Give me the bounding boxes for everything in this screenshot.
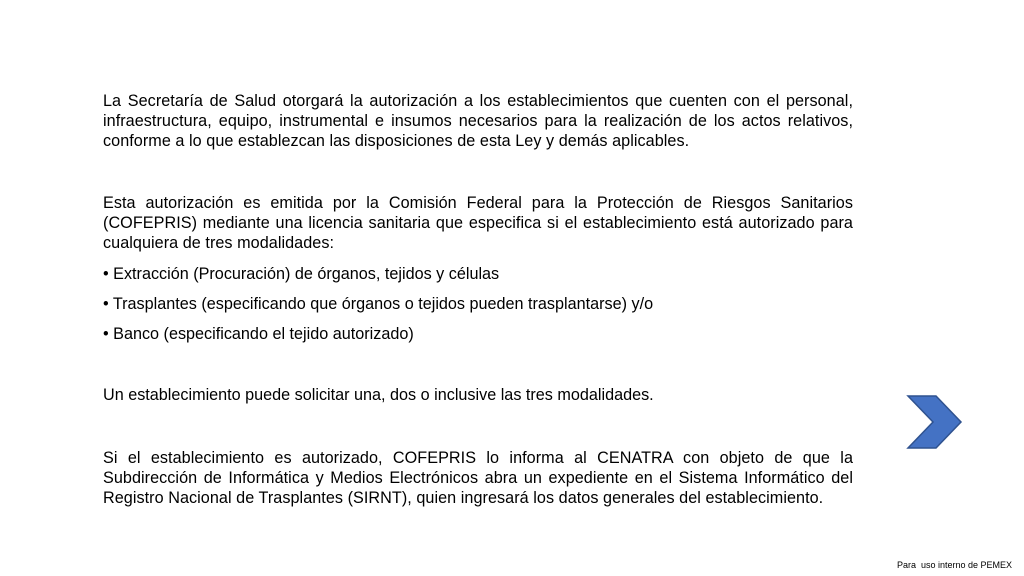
bullet-bank: • Banco (especificando el tejido autorizado) [103, 325, 414, 343]
bullet-transplants: • Trasplantes (especificando que órganos o tejidos pueden trasplantarse) y/o [103, 295, 654, 313]
paragraph-cenatra: Si el establecimiento es autorizado, COFEPRIS lo informa al CENATRA con objeto de que la Subdirección de Informática y Medios Electrónicos abra un expediente en el Sistema Informático del Registro Nacional de Trasplantes (SIRNT), quien ingresará los datos generales del establecimiento. [103, 449, 853, 507]
chevron-right-shape [908, 396, 961, 448]
paragraph-modalities: Un establecimiento puede solicitar una, dos o inclusive las tres modalidades. [103, 386, 654, 404]
bullet-extraction: • Extracción (Procuración) de órganos, tejidos y células [103, 265, 500, 283]
paragraph-authorization: La Secretaría de Salud otorgará la autorización a los establecimientos que cuenten con el personal, infraestructura, equipo, instrumental e insumos necesarios para la realización de los actos relativos, conforme a lo que establezcan las disposiciones de esta Ley y demás aplicables. [103, 92, 853, 150]
next-slide-button[interactable] [905, 395, 963, 449]
footer-internal-use: Para uso interno de PEMEX [896, 560, 1012, 570]
paragraph-cofepris-license: Esta autorización es emitida por la Comisión Federal para la Protección de Riesgos Sanitarios (COFEPRIS) mediante una licencia sanitaria que especifica si el establecimiento está autorizado para cualquiera de tres modalidades: [103, 194, 853, 252]
chevron-right-icon [905, 395, 963, 449]
